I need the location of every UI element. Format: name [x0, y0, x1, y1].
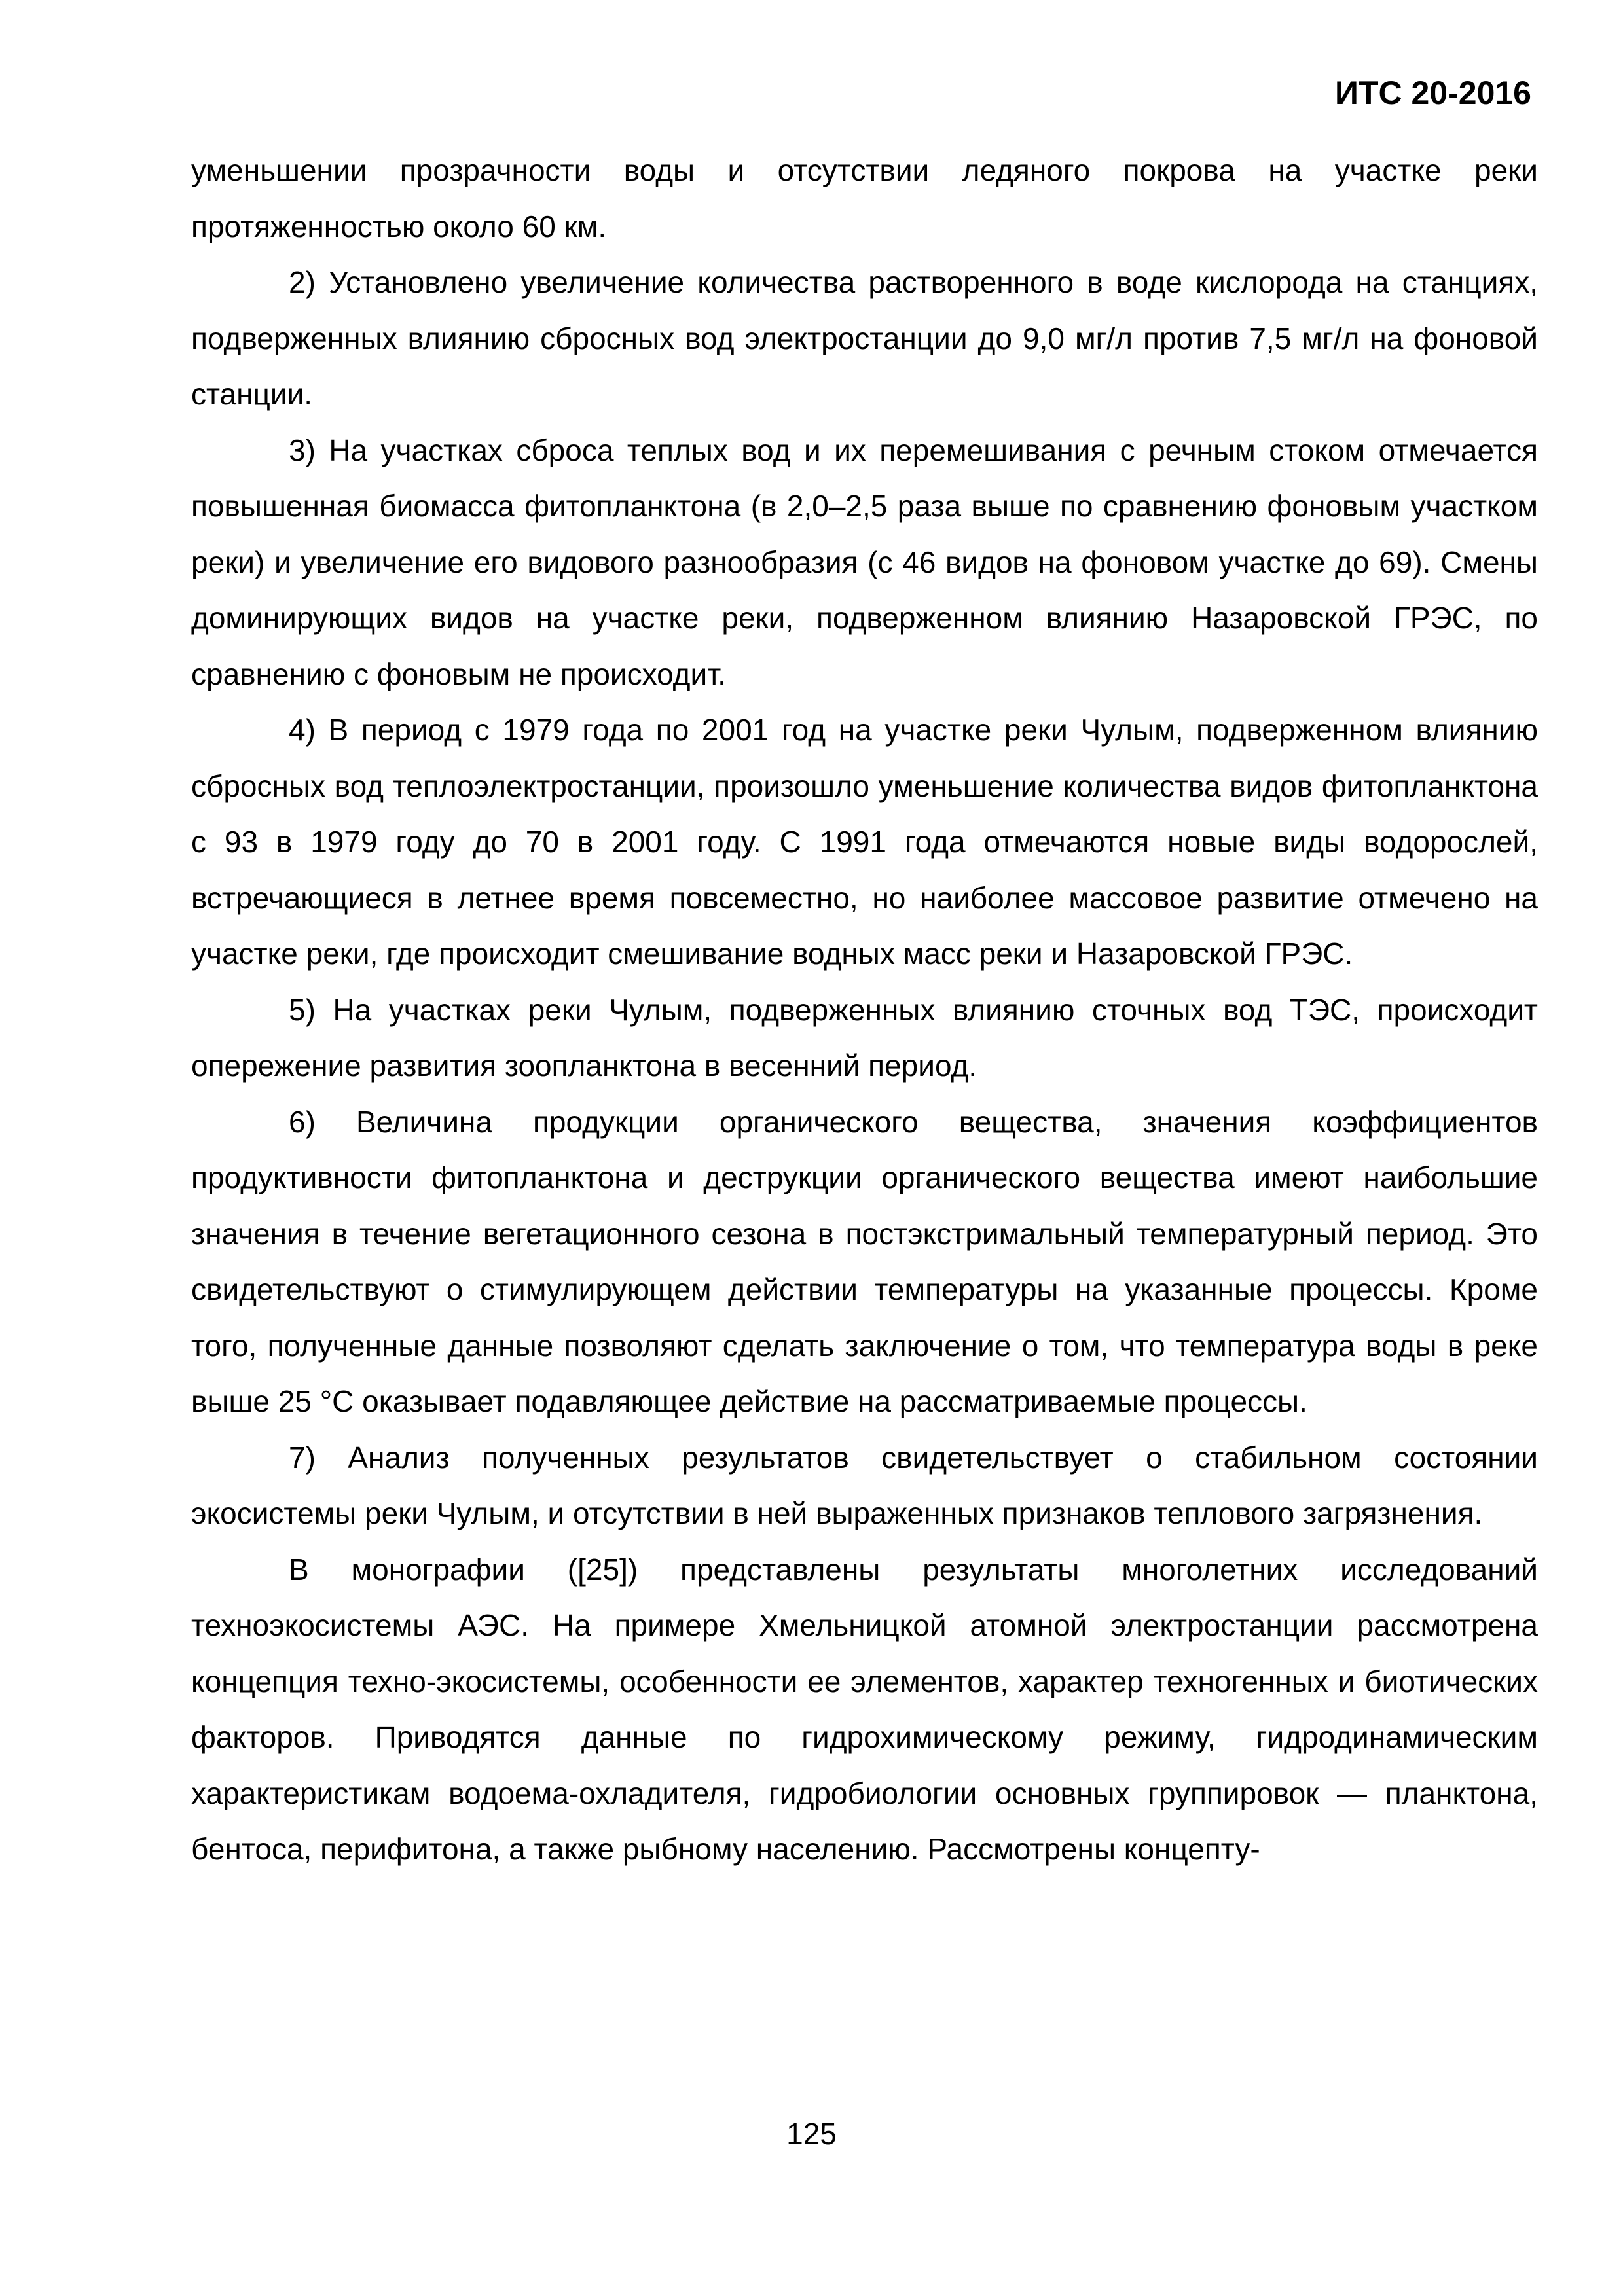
list-item-3: 3) На участках сброса теплых вод и их перемешивания с речным стоком отмечается повышенная биомасса фитопланктона (в 2,0–2,5 раза выше по сравнению фоновым участком реки) и увеличение его видового разнообразия (с 46 видов на фоновом участке до 69). Смены доминирующих видов на участке реки, подверженном влиянию Назаровской ГРЭС, по сравнению с фоновым не происходит. [191, 433, 1538, 691]
list-item-2: 2) Установлено увеличение количества растворенного в воде кислорода на станциях, подверженных влиянию сбросных вод электростанции до 9,0 мг/л против 7,5 мг/л на фоновой станции. [191, 265, 1538, 411]
paragraph-continuation: уменьшении прозрачности воды и отсутствии ледяного покрова на участке реки протяженностью около 60 км. [191, 153, 1538, 243]
page-number: 125 [786, 2117, 837, 2151]
paragraph-monograph: В монографии ([25]) представлены результаты многолетних исследований техноэкосистемы АЭС. На примере Хмельницкой атомной электростанции рассмотрена концепция техно-экосистемы, особенности ее элементов, характер техногенных и биотических факторов. Приводятся данные по гидрохимическому режиму, гидродинамическим характеристикам водоема-охладителя, гидробиологии основных группировок — планктона, бентоса, перифитона, а также рыбному населению. Рассмотрены концепту- [191, 1552, 1538, 1866]
list-item-6: 6) Величина продукции органического вещества, значения коэффициентов продуктивности фитопланктона и деструкции органического вещества имеют наибольшие значения в течение вегетационного сезона в постэкстримальный температурный период. Это свидетельствуют о стимулирующем действии температуры на указанные процессы. Кроме того, полученные данные позволяют сделать заключение о том, что температура воды в реке выше 25 °С оказывает подавляющее действие на рассматриваемые процессы. [191, 1104, 1538, 1418]
list-item-4: 4) В период с 1979 года по 2001 год на участке реки Чулым, подверженном влиянию сбросных вод теплоэлектростанции, произошло уменьшение количества видов фитопланктона с 93 в 1979 году до 70 в 2001 году. С 1991 года отмечаются новые виды водорослей, встречающиеся в летнее время повсеместно, но наиболее массовое развитие отмечено на участке реки, где происходит смешивание водных масс реки и Назаровской ГРЭС. [191, 713, 1538, 971]
body-text [191, 143, 1538, 1878]
document-code: ИТС 20-2016 [1335, 75, 1531, 111]
list-item-7: 7) Анализ полученных результатов свидетельствует о стабильном состоянии экосистемы реки Чулым, и отсутствии в ней выраженных признаков теплового загрязнения. [191, 1440, 1538, 1530]
list-item-5: 5) На участках реки Чулым, подверженных влиянию сточных вод ТЭС, происходит опережение развития зоопланктона в весенний период. [191, 992, 1538, 1083]
